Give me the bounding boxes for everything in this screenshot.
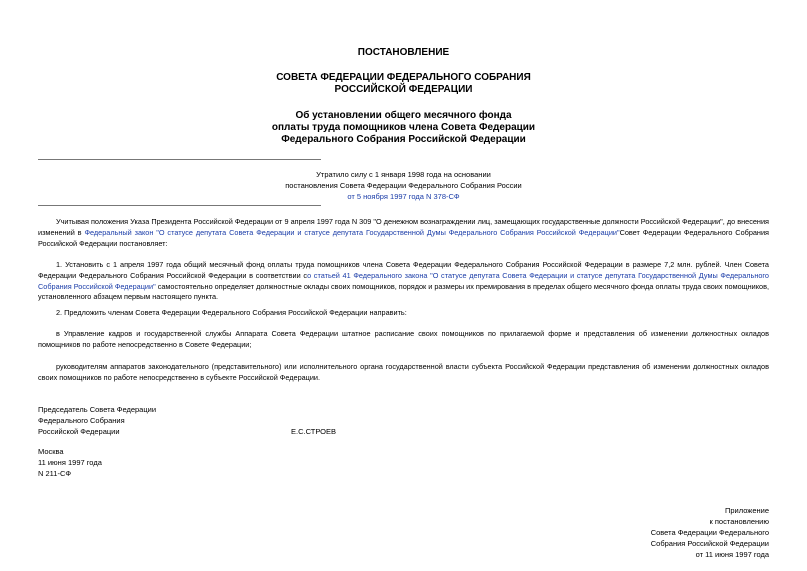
- title-line-3: Федерального Собрания Российской Федерации: [281, 134, 526, 145]
- status-line-2: постановления Совета Федерации Федерального Собрания России: [285, 181, 522, 190]
- appendix-line-1: Приложение: [725, 506, 769, 515]
- item-1-text-2: самостоятельно определяет должностные оклады своих помощников, порядок и размеры их премирования в пределах общего месячного фонда оплаты труда своих помощников, установленного абзацем первым настоящего пункта.: [38, 281, 769, 302]
- signature-position-2: Федерального Собрания: [38, 416, 125, 425]
- item-1-text-1: 1. Установить с 1 апреля 1997 года общий месячный фонд оплаты труда помощников члена Совета Федерации Федерального Собрания Российской Федерации в размере 7,2 млн. рублей. Член Совета Федерации Федерального Собрания Российской Федерации в соответствии с: [38, 260, 769, 280]
- divider-bottom: [38, 205, 321, 206]
- divider-top: [38, 159, 321, 160]
- document-date: 11 июня 1997 года: [38, 458, 102, 467]
- preamble-text-2: Совет Федерации Федерального Собрания Российской Федерации постановляет:: [38, 227, 769, 248]
- item-2-sub-1-text: в Управление кадров и государственной службы Аппарата Совета Федерации штатное расписание своих помощников по прилагаемой форме и представления об изменении должностных окладов помощников по работе непосредственно в Совете Федерации;: [38, 329, 769, 349]
- city: Москва: [38, 447, 64, 456]
- preamble-paragraph: [38, 217, 769, 249]
- article-41-link[interactable]: о статьей 41 Федерального закона "О статусе депутата Совета Федерации и статусе депутата Государственной Думы Федерального Собрания Российской Федерации": [38, 270, 769, 291]
- document-type: ПОСТАНОВЛЕНИЕ: [357, 47, 450, 58]
- document-number: N 211-СФ: [38, 469, 72, 478]
- item-1-paragraph: [38, 260, 769, 303]
- item-2-intro-text: 2. Предложить членам Совета Федерации Федерального Собрания Российской Федерации направить:: [56, 308, 407, 317]
- status-link[interactable]: от 5 ноября 1997 года N 378-СФ: [347, 192, 460, 201]
- appendix-line-4: Собрания Российской Федерации: [650, 539, 769, 548]
- signatory-name: Е.С.СТРОЕВ: [291, 427, 337, 436]
- signature-position-3: Российской Федерации: [38, 427, 120, 436]
- issuer-line-2: РОССИЙСКОЙ ФЕДЕРАЦИИ: [334, 84, 473, 95]
- item-2-intro: [38, 308, 769, 319]
- appendix-line-5: от 11 июня 1997 года: [695, 550, 769, 559]
- item-2-sub-2-text: руководителям аппаратов законодательного (представительного) или исполнительного органа государственной власти субъекта Российской Федерации представления об изменении должностных окладов своих помощников по работе непосредственно в субъекте Российской Федерации.: [38, 362, 769, 382]
- appendix-line-3: Совета Федерации Федерального: [650, 528, 769, 537]
- issuer-line-1: СОВЕТА ФЕДЕРАЦИИ ФЕДЕРАЛЬНОГО СОБРАНИЯ: [276, 72, 531, 83]
- signature-position-1: Председатель Совета Федерации: [38, 405, 157, 414]
- title-line-2: оплаты труда помощников члена Совета Федерации: [271, 122, 536, 133]
- status-line-1: Утратило силу с 1 января 1998 года на основании: [316, 170, 491, 179]
- item-2-sub-1: [38, 329, 769, 351]
- title-line-1: Об установлении общего месячного фонда: [295, 110, 512, 121]
- appendix-line-2: к постановлению: [709, 517, 769, 526]
- item-2-sub-2: [38, 362, 769, 384]
- status-link-wrap: [0, 191, 807, 202]
- preamble-text-1: Учитывая положения Указа Президента Российской Федерации от 9 апреля 1997 года N 309 "О денежном вознаграждении лиц, замещающих государственные должности Российской Федерации", до внесения изменений в: [38, 217, 769, 237]
- federal-law-link[interactable]: Федеральный закон "О статусе депутата Совета Федерации и статусе депутата Государственной Думы Федерального Собрания Российской Федерации": [84, 227, 620, 237]
